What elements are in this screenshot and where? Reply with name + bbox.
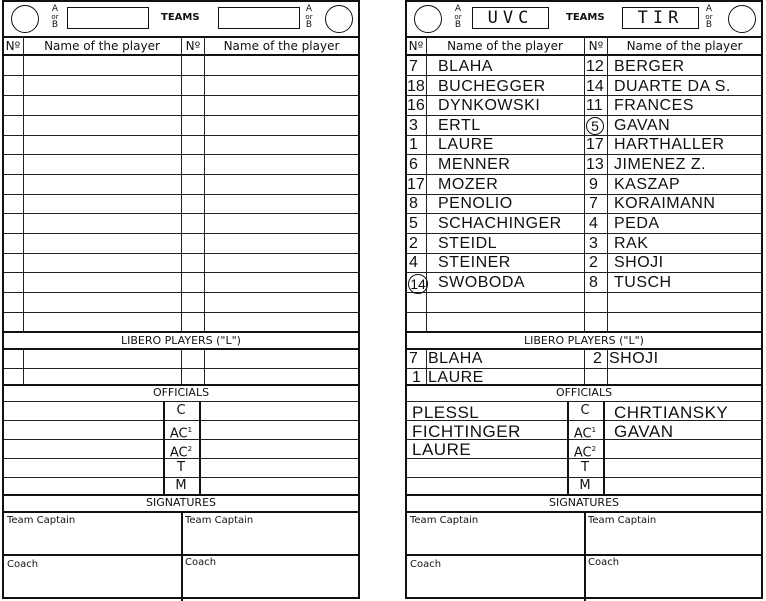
role-assistant-coach-2: [567, 441, 603, 461]
row-line: [4, 401, 358, 402]
officials-title: OFFICIALS: [152, 386, 210, 399]
player-name: LAURE: [438, 136, 494, 153]
signature-coach-left[interactable]: Coach: [7, 559, 39, 570]
role-assistant-coach-1: [567, 422, 603, 442]
player-name: BUCHEGGER: [438, 78, 546, 95]
player-name: STEIDL: [438, 235, 498, 252]
signature-coach-right[interactable]: Coach: [588, 557, 620, 568]
player-name: PENOLIO: [438, 195, 513, 212]
column-header-number-2: Nº: [185, 39, 201, 53]
column-header-name-2: Name of the player: [626, 39, 743, 53]
signature-team-captain-left[interactable]: Team Captain: [7, 515, 76, 526]
official-name: FICHTINGER: [412, 422, 521, 441]
libero-name: LAURE: [428, 369, 484, 386]
row-line: [407, 401, 761, 402]
player-name: PEDA: [614, 215, 660, 232]
aorb-or: or: [305, 13, 313, 21]
libero-divider: [407, 331, 761, 333]
role-label: M: [579, 478, 591, 493]
official-name: LAURE: [412, 440, 472, 459]
player-number: 12: [586, 58, 604, 75]
role-medical: [567, 478, 603, 494]
libero-title: LIBERO PLAYERS ("L"): [524, 334, 644, 347]
player-name: KORAIMANN: [614, 195, 716, 212]
player-number: 7: [589, 195, 598, 212]
aorb-a: A: [305, 4, 313, 14]
row-line: [4, 420, 358, 421]
column-line: [23, 348, 24, 384]
player-number: 18: [407, 78, 425, 95]
player-number: 2: [589, 254, 598, 271]
a-or-b-label-left: [450, 5, 466, 30]
aorb-a: A: [705, 4, 713, 14]
player-name: SWOBODA: [438, 274, 526, 291]
aorb-a: A: [51, 4, 59, 14]
signature-team-captain-left[interactable]: Team Captain: [410, 515, 479, 526]
player-number: 5: [409, 215, 418, 232]
role-label: AC: [169, 445, 188, 461]
column-line: [204, 36, 205, 332]
player-number-circled: 5: [586, 117, 604, 135]
player-number: 8: [409, 195, 418, 212]
signature-column-line: [181, 511, 183, 601]
team-name-box-right[interactable]: TIR: [622, 7, 699, 29]
teams-label: TEAMS: [161, 12, 200, 23]
team-circle-left[interactable]: [11, 5, 39, 33]
column-line: [23, 36, 24, 332]
player-name: JIMENEZ Z.: [614, 156, 707, 173]
column-header-number-1: Nº: [5, 39, 21, 53]
player-name: ERTL: [438, 117, 481, 134]
player-number: 9: [589, 176, 598, 193]
role-captain: [567, 403, 603, 419]
player-number: 4: [589, 215, 598, 232]
team-name-box-right[interactable]: [218, 7, 300, 29]
role-column-line: [199, 401, 201, 494]
team-roster-panel-left: [2, 0, 360, 599]
player-number: 14: [586, 78, 604, 95]
signature-column-line: [584, 511, 586, 601]
column-header-name-1: Name of the player: [447, 39, 563, 53]
player-name: GAVAN: [614, 117, 671, 134]
column-line: [607, 348, 608, 384]
player-number: 6: [409, 156, 418, 173]
aorb-b: B: [305, 20, 313, 30]
player-name: DUARTE DA S.: [614, 78, 731, 95]
role-medical: [163, 478, 199, 494]
player-number: 3: [409, 117, 418, 134]
team-circle-left[interactable]: [414, 5, 442, 33]
signature-team-captain-right[interactable]: Team Captain: [185, 515, 254, 526]
player-number: 2: [409, 235, 418, 252]
signatures-title: SIGNATURES: [549, 496, 619, 509]
officials-title: OFFICIALS: [555, 386, 613, 399]
column-header-number-1: Nº: [408, 39, 424, 53]
role-label: AC: [573, 445, 592, 461]
column-line: [584, 348, 585, 384]
team-name-box-left[interactable]: [67, 7, 149, 29]
a-or-b-label-right: [701, 5, 717, 30]
column-line: [181, 36, 182, 332]
signature-coach-left[interactable]: Coach: [410, 559, 442, 570]
team-roster-panel-right: [405, 0, 763, 599]
column-line: [181, 348, 182, 384]
player-name: MOZER: [438, 176, 499, 193]
aorb-b: B: [454, 20, 462, 30]
player-number: 3: [589, 235, 598, 252]
team-circle-right[interactable]: [728, 5, 756, 33]
aorb-a: A: [454, 4, 462, 14]
role-assistant-coach-1: [163, 422, 199, 442]
role-therapist: [567, 460, 603, 476]
player-number: 16: [407, 97, 425, 114]
column-line: [426, 348, 427, 384]
role-superscript: 2: [591, 445, 597, 453]
team-circle-right[interactable]: [325, 5, 353, 33]
official-name: CHRTIANSKY: [614, 403, 729, 422]
role-superscript: 2: [187, 445, 193, 453]
libero-name: SHOJI: [609, 350, 659, 367]
role-label: T: [581, 460, 589, 475]
libero-number: 2: [593, 350, 602, 367]
aorb-or: or: [454, 13, 462, 21]
player-name: STEINER: [438, 254, 511, 271]
player-name: BERGER: [614, 58, 685, 75]
player-name: RAK: [614, 235, 649, 252]
role-label: T: [177, 460, 185, 475]
teams-label: TEAMS: [566, 12, 605, 23]
libero-name: BLAHA: [428, 350, 483, 367]
column-header-name-2: Name of the player: [223, 39, 340, 53]
a-or-b-label-left: [47, 5, 63, 30]
player-number: 11: [586, 97, 603, 114]
player-name: MENNER: [438, 156, 511, 173]
aorb-b: B: [705, 20, 713, 30]
aorb-b: B: [51, 20, 59, 30]
player-number: 17: [407, 176, 425, 193]
player-number: 13: [586, 156, 604, 173]
player-name: SCHACHINGER: [438, 215, 562, 232]
player-number: 8: [589, 274, 598, 291]
signature-coach-right[interactable]: Coach: [185, 557, 217, 568]
column-line: [204, 348, 205, 384]
signature-team-captain-right[interactable]: Team Captain: [588, 515, 657, 526]
aorb-or: or: [51, 13, 59, 21]
role-captain: [163, 403, 199, 419]
signatures-title: SIGNATURES: [146, 496, 216, 509]
column-header-number-2: Nº: [588, 39, 604, 53]
libero-title: LIBERO PLAYERS ("L"): [121, 334, 241, 347]
official-name: PLESSL: [412, 403, 480, 422]
aorb-or: or: [705, 13, 713, 21]
libero-number: 1: [412, 369, 421, 386]
libero-number: 7: [409, 350, 418, 367]
libero-divider: [4, 331, 358, 333]
role-label: AC: [169, 426, 188, 442]
role-label: AC: [573, 426, 592, 442]
team-name-box-left[interactable]: UVC: [472, 7, 549, 29]
player-name: DYNKOWSKI: [438, 97, 541, 114]
role-column-line: [603, 401, 605, 494]
player-number: 4: [409, 254, 418, 271]
role-label: M: [175, 478, 187, 493]
role-label: C: [176, 403, 186, 418]
player-number: 17: [586, 136, 604, 153]
column-header-name-1: Name of the player: [44, 39, 160, 53]
player-number: 7: [409, 58, 418, 75]
role-superscript: 1: [591, 426, 597, 434]
official-name: GAVAN: [614, 422, 674, 441]
role-superscript: 1: [187, 426, 193, 434]
a-or-b-label-right: [301, 5, 317, 30]
role-label: C: [580, 403, 590, 418]
player-name: HARTHALLER: [614, 136, 725, 153]
role-assistant-coach-2: [163, 441, 199, 461]
role-therapist: [163, 460, 199, 476]
player-number-circled: 14: [408, 274, 428, 294]
player-name: FRANCES: [614, 97, 694, 114]
player-number: 1: [409, 136, 418, 153]
column-line: [584, 36, 585, 332]
player-name: BLAHA: [438, 58, 493, 75]
player-name: KASZAP: [614, 176, 681, 193]
player-name: SHOJI: [614, 254, 664, 271]
column-line: [607, 36, 608, 332]
player-name: TUSCH: [614, 274, 672, 291]
